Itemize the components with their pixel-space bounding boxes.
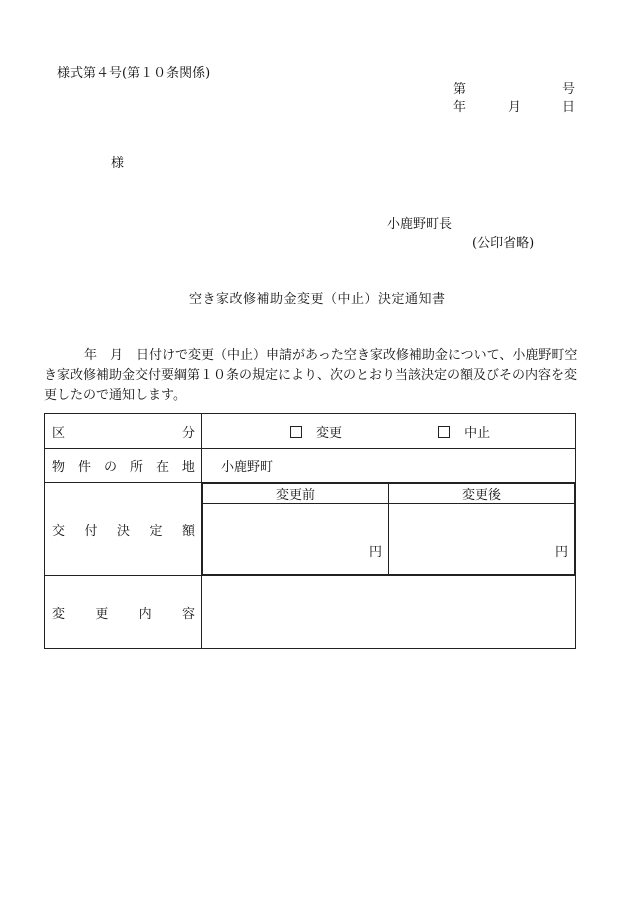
amount-value-row [203,504,575,575]
label-char: 内 [138,606,152,622]
after-change-amount[interactable] [389,504,575,575]
label-char: 分 [181,425,195,441]
form-number: 様式第４号(第１０条関係) [57,66,211,81]
grant-amount-cell [202,483,576,576]
label-char: の [103,460,117,475]
option-cancel[interactable] [438,426,490,441]
label-char: 件 [77,460,91,475]
option-change-label: 変更 [316,425,343,441]
notice-body: 年 月 日付けで変更（中止）申請があった空き家改修補助金について、小鹿野町空き家改修補助金交付要綱第１０条の規定により、次のとおり当該決定の額及びその内容を変更したので通知します。 [44,348,578,403]
option-cancel-label: 中止 [464,425,491,441]
table-row-grant-amount [45,483,576,576]
option-change[interactable] [290,426,342,441]
issuer-title: 小鹿野町長 [387,217,453,232]
label-char: 物 [52,460,66,475]
label-char: 在 [155,460,169,475]
label-char: 更 [95,606,109,622]
checkbox-change[interactable] [290,426,302,438]
grant-amount-subtable [202,483,575,575]
before-change-amount[interactable] [203,504,389,575]
before-change-header: 変更前 [203,484,389,504]
grant-amount-label [45,520,201,539]
notice-table [44,413,576,649]
date-day: 日 [562,100,576,115]
change-details-label [45,603,201,622]
doc-number-suffix: 号 [562,82,576,97]
checkbox-cancel[interactable] [438,426,450,438]
table-row-category [45,414,576,449]
change-details-value-cell[interactable] [202,576,576,649]
table-row-change-details [45,576,576,649]
label-char: 決 [116,523,130,539]
label-char: 交 [52,523,66,539]
location-value-cell[interactable] [202,449,576,483]
label-cell [45,576,202,649]
after-change-header: 変更後 [389,484,575,504]
addressee-honorific: 様 [111,156,125,171]
label-char: 定 [149,523,163,539]
document-title: 空き家改修補助金変更（中止）決定通知書 [189,292,446,307]
doc-number-prefix: 第 [453,82,467,97]
seal-omitted-note: (公印省略) [472,236,535,251]
currency-unit: 円 [368,545,382,560]
label-char: 所 [129,460,143,475]
label-char: 容 [181,606,195,622]
currency-unit: 円 [554,545,568,560]
label-char: 付 [84,523,98,539]
date-month: 月 [508,100,522,115]
label-char: 額 [181,523,195,539]
label-cell [45,414,202,449]
label-char: 区 [52,425,66,441]
location-value: 小鹿野町 [221,460,274,475]
date-year: 年 [453,100,467,115]
label-cell [45,483,202,576]
table-row-location [45,449,576,483]
category-options-cell [202,414,576,449]
category-label [45,422,201,441]
location-label [45,456,201,475]
label-char: 変 [52,606,66,622]
label-char: 地 [181,460,195,475]
amount-header-row [203,484,575,504]
label-cell [45,449,202,483]
